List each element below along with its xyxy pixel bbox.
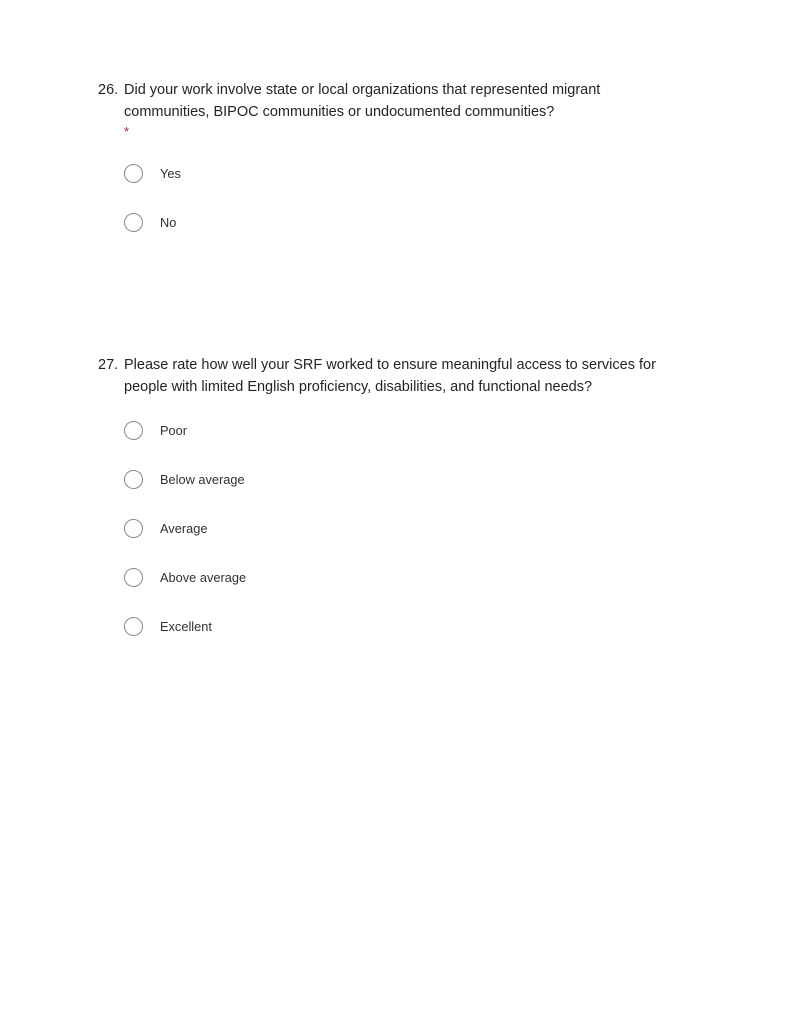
option-label: No — [160, 214, 177, 230]
radio-button-icon[interactable] — [124, 164, 143, 183]
radio-button-icon[interactable] — [124, 519, 143, 538]
radio-button-icon[interactable] — [124, 470, 143, 489]
option-label: Above average — [160, 569, 247, 585]
question-27-option-poor[interactable] — [124, 418, 658, 442]
question-26-text: Did your work involve state or local organizations that represented migrant communities, BIPOC communities or undocumented communities? — [124, 82, 601, 120]
question-26-required-indicator: * — [124, 124, 130, 139]
question-26-option-no[interactable] — [124, 210, 658, 234]
option-label: Average — [160, 520, 208, 536]
question-27-option-excellent[interactable] — [124, 614, 658, 638]
radio-button-icon[interactable] — [124, 421, 143, 440]
question-27-option-average[interactable] — [124, 516, 658, 540]
question-27-text: Please rate how well your SRF worked to ensure meaningful access to services for people with limited English proficiency, disabilities, and functional needs? — [124, 357, 656, 395]
option-label: Below average — [160, 471, 245, 487]
question-26-options — [124, 161, 658, 234]
question-26 — [98, 80, 658, 259]
question-27-header — [98, 355, 658, 398]
option-label: Poor — [160, 422, 188, 438]
question-26-number: 26. — [98, 82, 119, 98]
question-26-header — [98, 80, 658, 123]
question-27-number: 27. — [98, 357, 119, 373]
radio-button-icon[interactable] — [124, 213, 143, 232]
option-label: Excellent — [160, 618, 212, 634]
question-27 — [98, 355, 658, 663]
radio-button-icon[interactable] — [124, 568, 143, 587]
option-label: Yes — [160, 165, 181, 181]
radio-button-icon[interactable] — [124, 617, 143, 636]
question-27-option-above-average[interactable] — [124, 565, 658, 589]
question-26-option-yes[interactable] — [124, 161, 658, 185]
question-27-option-below-average[interactable] — [124, 467, 658, 491]
question-27-options — [124, 418, 658, 638]
